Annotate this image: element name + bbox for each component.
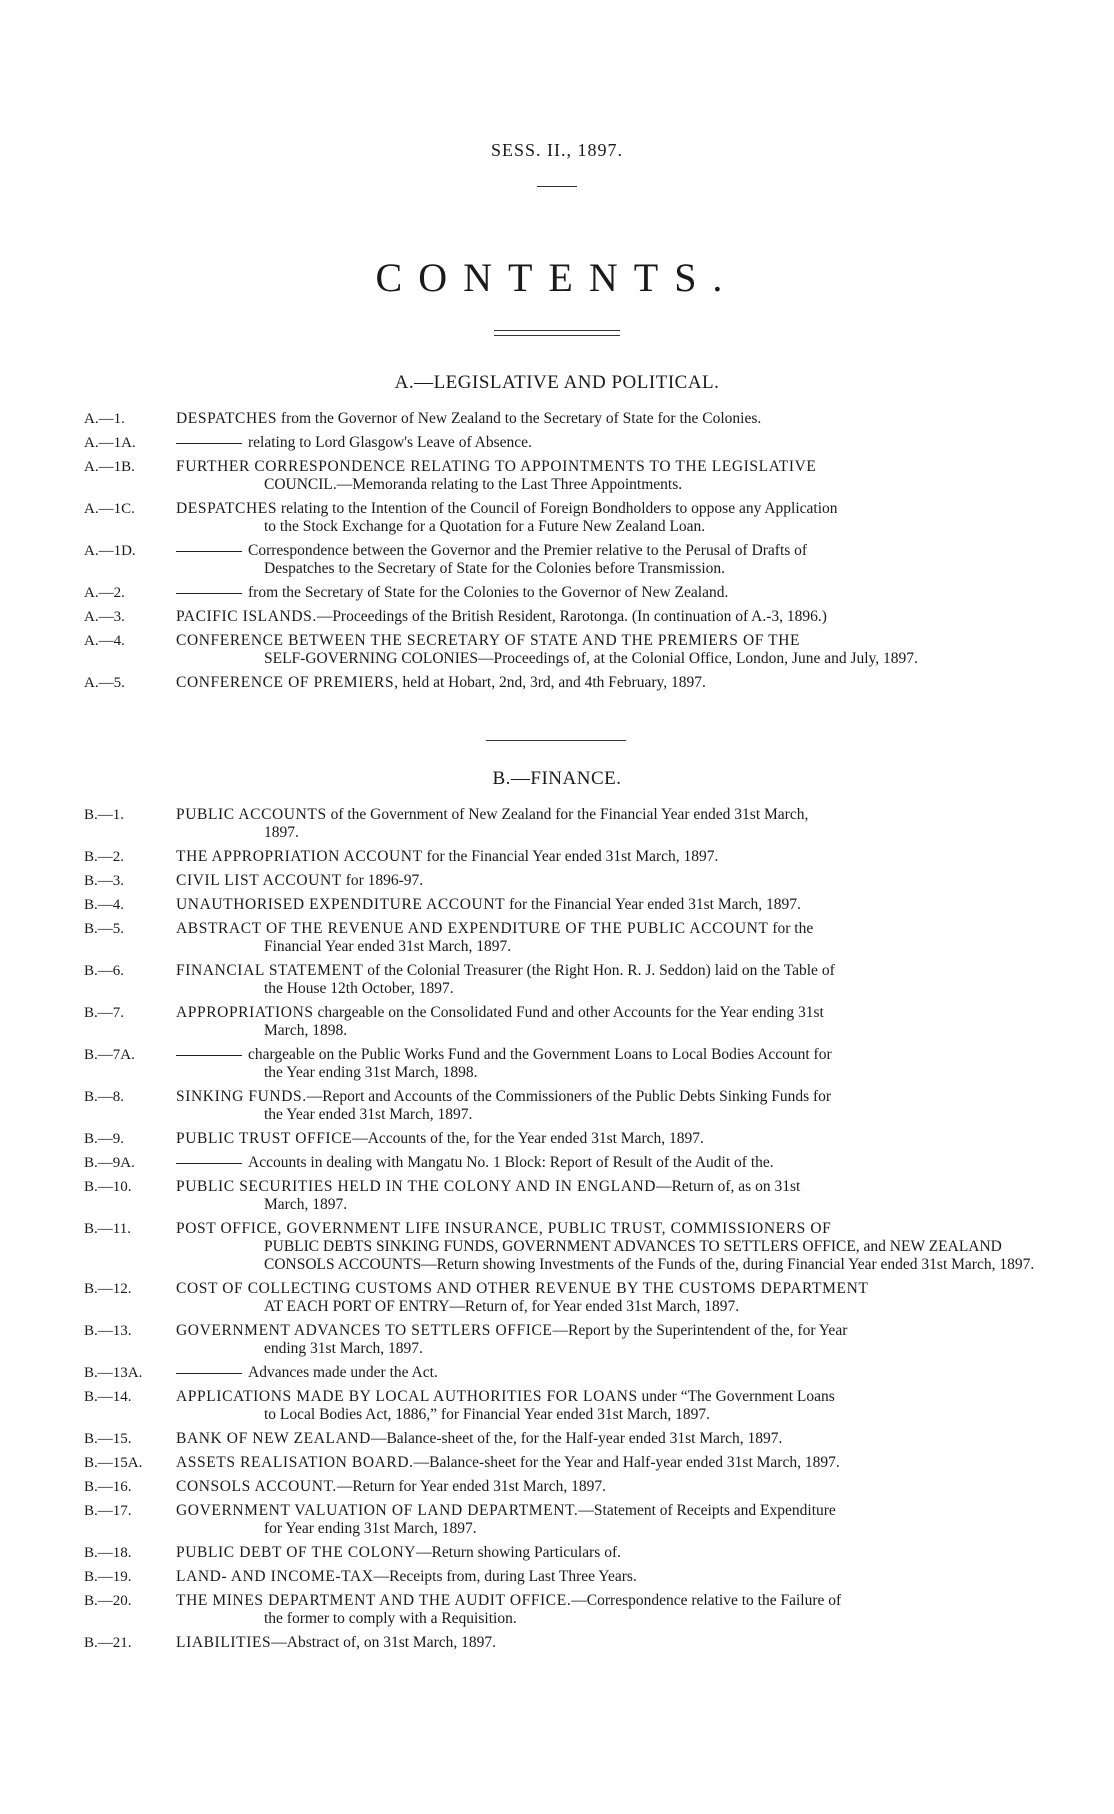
entry-heading: GOVERNMENT VALUATION OF LAND DEPARTMENT.: [176, 1502, 579, 1519]
entry-text: —Return for Year ended 31st March, 1897.: [336, 1478, 606, 1495]
entry-code: A.—1.: [84, 411, 125, 427]
contents-entry: [84, 920, 1044, 956]
entry-code: B.—17.: [84, 1503, 132, 1519]
entry-description: [176, 608, 1044, 626]
ditto-dash: [176, 1163, 242, 1164]
contents-entry: [84, 1154, 1044, 1172]
entry-description: [176, 410, 1044, 428]
entry-text: held at Hobart, 2nd, 3rd, and 4th February, 1897.: [398, 674, 706, 691]
entry-code: B.—5.: [84, 921, 125, 937]
entry-heading: ABSTRACT OF THE REVENUE AND EXPENDITURE OF THE PUBLIC ACCOUNT: [176, 920, 769, 937]
contents-entry: [84, 1220, 1044, 1274]
entry-text: —Return of, as on 31st: [656, 1178, 801, 1195]
contents-entry: [84, 608, 1044, 626]
entry-description: [176, 1046, 1044, 1082]
entry-text: under “The Government Loans: [637, 1388, 835, 1405]
entry-code: B.—15.: [84, 1431, 132, 1447]
entry-text: of the Colonial Treasurer (the Right Hon. R. J. Seddon) laid on the Table of: [363, 962, 835, 979]
section-a-heading: A.—LEGISLATIVE AND POLITICAL.: [394, 372, 720, 393]
entry-text: —Report by the Superintendent of the, for Year: [552, 1322, 848, 1339]
entry-text: for the: [768, 920, 814, 937]
ditto-dash: [176, 551, 242, 552]
entry-continuation: the former to comply with a Requisition.: [264, 1610, 517, 1627]
contents-entry: [84, 632, 1044, 668]
entry-continuation: the Year ending 31st March, 1898.: [264, 1064, 478, 1081]
entry-code: A.—1D.: [84, 543, 136, 559]
entry-heading: LIABILITIES: [176, 1634, 272, 1651]
entry-heading: CONSOLS ACCOUNT.: [176, 1478, 337, 1495]
entry-continuation: AT EACH PORT OF ENTRY—Return of, for Year ended 31st March, 1897.: [264, 1298, 740, 1315]
entry-description: [176, 1364, 1044, 1382]
entry-code: B.—15A.: [84, 1455, 143, 1471]
entry-description: [176, 1478, 1044, 1496]
contents-entry: [84, 962, 1044, 998]
contents-entry: [84, 1634, 1044, 1652]
contents-entry: [84, 458, 1044, 494]
entry-code: A.—1B.: [84, 459, 135, 475]
entry-heading: CONFERENCE BETWEEN THE SECRETARY OF STATE AND THE PREMIERS OF THE: [176, 632, 801, 649]
contents-entry: [84, 1502, 1044, 1538]
entry-heading: APPLICATIONS MADE BY LOCAL AUTHORITIES FOR LOANS: [176, 1388, 638, 1405]
entry-continuation: ending 31st March, 1897.: [264, 1340, 423, 1357]
entry-heading: PUBLIC TRUST OFFICE: [176, 1130, 353, 1147]
entry-description: [176, 848, 1044, 866]
contents-entry: [84, 1088, 1044, 1124]
contents-entry: [84, 1592, 1044, 1628]
entry-text: —Correspondence relative to the Failure of: [571, 1592, 842, 1609]
contents-entry: [84, 1322, 1044, 1358]
entry-text: for 1896-97.: [341, 872, 424, 889]
entry-description: [176, 1592, 1044, 1628]
ditto-dash: [176, 1373, 242, 1374]
entry-description: [176, 1634, 1044, 1652]
entry-description: [176, 434, 1044, 452]
entry-code: B.—8.: [84, 1089, 125, 1105]
entry-text: —Receipts from, during Last Three Years.: [373, 1568, 637, 1585]
entry-text: for the Financial Year ended 31st March, 1897.: [505, 896, 801, 913]
entry-heading: CONFERENCE OF PREMIERS,: [176, 674, 399, 691]
entry-description: [176, 1088, 1044, 1124]
entry-heading: THE MINES DEPARTMENT AND THE AUDIT OFFICE.: [176, 1592, 572, 1609]
entry-description: [176, 1454, 1044, 1472]
entry-description: [176, 1280, 1044, 1316]
entry-description: [176, 1178, 1044, 1214]
entry-code: B.—13.: [84, 1323, 132, 1339]
entry-continuation: to Local Bodies Act, 1886,” for Financial Year ended 31st March, 1897.: [264, 1406, 710, 1423]
entry-continuation: for Year ending 31st March, 1897.: [264, 1520, 477, 1537]
entry-description: [176, 1220, 1044, 1274]
entry-description: [176, 1430, 1044, 1448]
section-divider: [486, 740, 626, 741]
entry-text: chargeable on the Public Works Fund and the Government Loans to Local Bodies Account for: [248, 1046, 832, 1063]
entry-continuation: March, 1897.: [264, 1196, 348, 1213]
entry-heading: PACIFIC ISLANDS.: [176, 608, 317, 625]
entry-text: Accounts in dealing with Mangatu No. 1 Block: Report of Result of the Audit of the.: [248, 1154, 774, 1171]
contents-entry: [84, 410, 1044, 428]
entry-text: —Balance-sheet for the Year and Half-year ended 31st March, 1897.: [413, 1454, 840, 1471]
entry-heading: APPROPRIATIONS: [176, 1004, 314, 1021]
contents-entry: [84, 1178, 1044, 1214]
page-title: CONTENTS.: [375, 255, 739, 300]
entry-description: [176, 1568, 1044, 1586]
entry-text: —Balance-sheet of the, for the Half-year ended 31st March, 1897.: [370, 1430, 783, 1447]
entry-code: A.—1C.: [84, 501, 135, 517]
entry-text: from the Secretary of State for the Colonies to the Governor of New Zealand.: [248, 584, 729, 601]
entry-continuation: March, 1898.: [264, 1022, 348, 1039]
entry-text: Correspondence between the Governor and the Premier relative to the Perusal of Drafts of: [248, 542, 808, 559]
entry-code: B.—14.: [84, 1389, 132, 1405]
entry-code: B.—9.: [84, 1131, 125, 1147]
entry-code: B.—4.: [84, 897, 125, 913]
entry-code: A.—1A.: [84, 435, 136, 451]
contents-entry: [84, 542, 1044, 578]
title-rule-top: [494, 330, 620, 331]
entry-heading: DESPATCHES: [176, 500, 278, 517]
entry-description: [176, 920, 1044, 956]
contents-entry: [84, 1478, 1044, 1496]
entry-code: B.—1.: [84, 807, 125, 823]
contents-entry: [84, 1388, 1044, 1424]
entry-code: B.—10.: [84, 1179, 132, 1195]
contents-entry: [84, 1280, 1044, 1316]
entry-heading: ASSETS REALISATION BOARD.: [176, 1454, 414, 1471]
section-b-heading: B.—FINANCE.: [492, 768, 622, 789]
entry-text: from the Governor of New Zealand to the Secretary of State for the Colonies.: [277, 410, 762, 427]
entry-heading: PUBLIC SECURITIES HELD IN THE COLONY AND IN ENGLAND: [176, 1178, 657, 1195]
entry-description: [176, 1154, 1044, 1172]
entry-description: [176, 1322, 1044, 1358]
ditto-dash: [176, 443, 242, 444]
contents-entry: [84, 1568, 1044, 1586]
entry-description: [176, 500, 1044, 536]
entry-continuation: the Year ended 31st March, 1897.: [264, 1106, 473, 1123]
entry-heading: POST OFFICE, GOVERNMENT LIFE INSURANCE, PUBLIC TRUST, COMMISSIONERS OF: [176, 1220, 832, 1237]
entry-continuation: 1897.: [264, 824, 299, 841]
entry-text: Advances made under the Act.: [248, 1364, 438, 1381]
entry-continuation: PUBLIC DEBTS SINKING FUNDS, GOVERNMENT ADVANCES TO SETTLERS OFFICE, and NEW ZEALAND CONSOLS ACCOUNTS—Return showing Investments of the Funds of the, during Financial Year ended 31st March, 1897.: [264, 1238, 1035, 1273]
contents-entry: [84, 1046, 1044, 1082]
entry-code: B.—2.: [84, 849, 125, 865]
contents-entry: [84, 872, 1044, 890]
contents-entry: [84, 848, 1044, 866]
title-rule-bottom: [494, 335, 620, 336]
entry-code: B.—20.: [84, 1593, 132, 1609]
contents-entry: [84, 500, 1044, 536]
entry-heading: PUBLIC DEBT OF THE COLONY: [176, 1544, 417, 1561]
contents-entry: [84, 1544, 1044, 1562]
entry-heading: FURTHER CORRESPONDENCE RELATING TO APPOINTMENTS TO THE LEGISLATIVE: [176, 458, 817, 475]
entry-heading: PUBLIC ACCOUNTS: [176, 806, 327, 823]
entry-text: chargeable on the Consolidated Fund and other Accounts for the Year ending 31st: [313, 1004, 824, 1021]
entry-heading: CIVIL LIST ACCOUNT: [176, 872, 342, 889]
entry-code: B.—19.: [84, 1569, 132, 1585]
entry-code: B.—3.: [84, 873, 125, 889]
entry-text: of the Government of New Zealand for the Financial Year ended 31st March,: [326, 806, 809, 823]
entry-code: A.—4.: [84, 633, 125, 649]
entry-continuation: to the Stock Exchange for a Quotation for a Future New Zealand Loan.: [264, 518, 706, 535]
entry-description: [176, 542, 1044, 578]
entry-description: [176, 584, 1044, 602]
entry-code: B.—12.: [84, 1281, 132, 1297]
entry-text: for the Financial Year ended 31st March, 1897.: [422, 848, 719, 865]
contents-entry: [84, 434, 1044, 452]
entry-description: [176, 1388, 1044, 1424]
entry-text: relating to the Intention of the Council of Foreign Bondholders to oppose any Application: [277, 500, 838, 517]
contents-entry: [84, 584, 1044, 602]
ditto-dash: [176, 1055, 242, 1056]
section-a-list: [84, 410, 1044, 698]
entry-heading: LAND- AND INCOME-TAX: [176, 1568, 374, 1585]
entry-description: [176, 962, 1044, 998]
entry-code: B.—11.: [84, 1221, 131, 1237]
section-b-list: [84, 806, 1044, 1658]
entry-heading: GOVERNMENT ADVANCES TO SETTLERS OFFICE: [176, 1322, 553, 1339]
entry-heading: SINKING FUNDS.: [176, 1088, 307, 1105]
entry-code: A.—2.: [84, 585, 125, 601]
session-header: SESS. II., 1897.: [490, 140, 623, 160]
entry-heading: DESPATCHES: [176, 410, 278, 427]
contents-entry: [84, 806, 1044, 842]
entry-description: [176, 1130, 1044, 1148]
entry-code: B.—16.: [84, 1479, 132, 1495]
entry-heading: BANK OF NEW ZEALAND: [176, 1430, 371, 1447]
entry-description: [176, 632, 1044, 668]
contents-entry: [84, 1004, 1044, 1040]
session-rule: [537, 186, 577, 187]
contents-entry: [84, 1130, 1044, 1148]
entry-heading: UNAUTHORISED EXPENDITURE ACCOUNT: [176, 896, 506, 913]
contents-entry: [84, 674, 1044, 692]
entry-continuation: SELF-GOVERNING COLONIES—Proceedings of, at the Colonial Office, London, June and July, 1897.: [264, 650, 918, 667]
entry-text: —Return showing Particulars of.: [416, 1544, 621, 1561]
contents-entry: [84, 1454, 1044, 1472]
entry-code: B.—7A.: [84, 1047, 135, 1063]
contents-entry: [84, 1430, 1044, 1448]
ditto-dash: [176, 593, 242, 594]
entry-description: [176, 458, 1044, 494]
entry-heading: FINANCIAL STATEMENT: [176, 962, 364, 979]
entry-description: [176, 1004, 1044, 1040]
entry-code: A.—5.: [84, 675, 125, 691]
entry-continuation: Despatches to the Secretary of State for the Colonies before Transmission.: [264, 560, 726, 577]
entry-description: [176, 806, 1044, 842]
contents-entry: [84, 896, 1044, 914]
entry-description: [176, 1544, 1044, 1562]
entry-description: [176, 896, 1044, 914]
entry-heading: THE APPROPRIATION ACCOUNT: [176, 848, 423, 865]
entry-code: A.—3.: [84, 609, 125, 625]
entry-continuation: the House 12th October, 1897.: [264, 980, 454, 997]
entry-code: B.—7.: [84, 1005, 125, 1021]
entry-continuation: Financial Year ended 31st March, 1897.: [264, 938, 512, 955]
entry-code: B.—6.: [84, 963, 125, 979]
entry-heading: COST OF COLLECTING CUSTOMS AND OTHER REVENUE BY THE CUSTOMS DEPARTMENT: [176, 1280, 869, 1297]
entry-continuation: COUNCIL.—Memoranda relating to the Last Three Appointments.: [264, 476, 683, 493]
entry-code: B.—9A.: [84, 1155, 135, 1171]
entry-code: B.—13A.: [84, 1365, 143, 1381]
entry-description: [176, 1502, 1044, 1538]
entry-description: [176, 872, 1044, 890]
entry-text: relating to Lord Glasgow's Leave of Absence.: [248, 434, 532, 451]
contents-entry: [84, 1364, 1044, 1382]
entry-text: —Abstract of, on 31st March, 1897.: [271, 1634, 496, 1651]
entry-text: —Statement of Receipts and Expenditure: [578, 1502, 836, 1519]
entry-text: —Proceedings of the British Resident, Rarotonga. (In continuation of A.-3, 1896.): [316, 608, 827, 625]
entry-code: B.—18.: [84, 1545, 132, 1561]
entry-text: —Report and Accounts of the Commissioners of the Public Debts Sinking Funds for: [306, 1088, 832, 1105]
entry-description: [176, 674, 1044, 692]
entry-text: —Accounts of the, for the Year ended 31st March, 1897.: [352, 1130, 704, 1147]
entry-code: B.—21.: [84, 1635, 132, 1651]
